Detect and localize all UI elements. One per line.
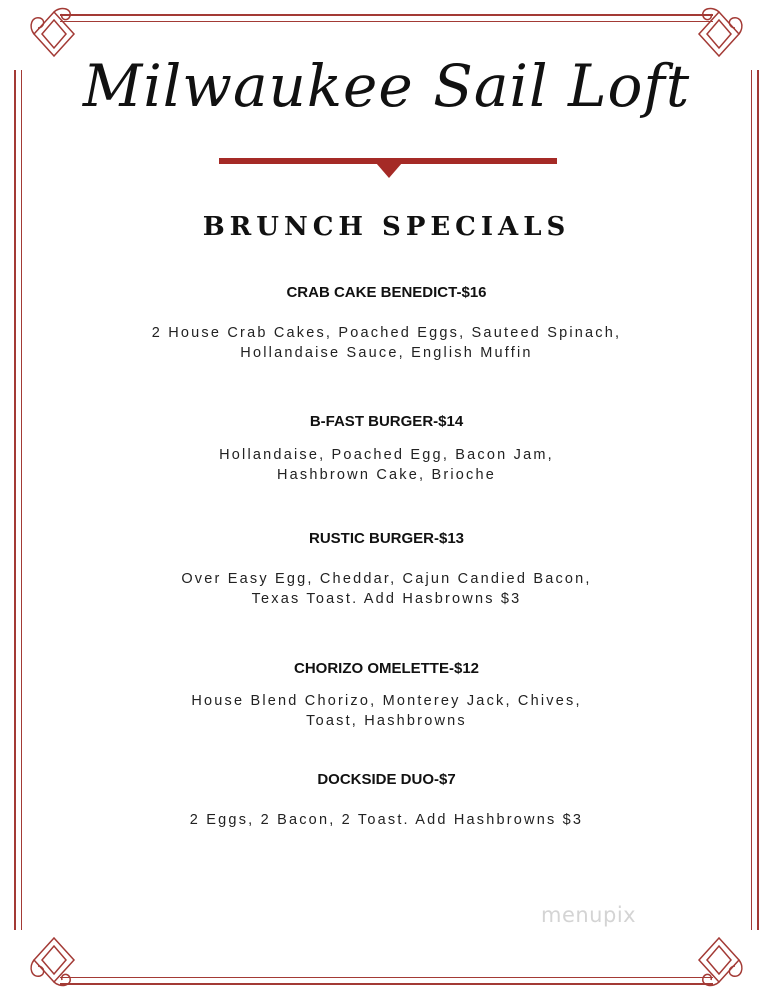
description-line: Over Easy Egg, Cheddar, Cajun Candied Bacon, — [181, 571, 592, 587]
frame-left-outer — [14, 70, 16, 930]
menu-item-description — [0, 323, 773, 363]
menu-item-description — [0, 691, 773, 731]
frame-top-inner — [60, 21, 713, 22]
description-line: 2 Eggs, 2 Bacon, 2 Toast. Add Hashbrowns $3 — [189, 812, 584, 828]
menu-item-name: B-FAST BURGER-$14 — [309, 413, 464, 430]
menu-item-description — [0, 445, 773, 485]
frame-top-outer — [60, 14, 713, 16]
frame-left-inner — [21, 70, 22, 930]
watermark: menupix — [541, 903, 637, 927]
restaurant-title: Milwaukee Sail Loft — [82, 52, 691, 120]
menu-item-name: CRAB CAKE BENEDICT-$16 — [286, 284, 487, 301]
menu-item-description — [0, 569, 773, 609]
description-line: Hashbrown Cake, Brioche — [276, 467, 497, 483]
description-line: Toast, Hashbrowns — [306, 713, 467, 729]
corner-flourish-icon — [691, 932, 747, 988]
frame-right-inner — [751, 70, 752, 930]
description-line: Texas Toast. Add Hasbrowns $3 — [251, 591, 522, 607]
frame-right-outer — [757, 70, 759, 930]
description-line: 2 House Crab Cakes, Poached Eggs, Sauteed Spinach, — [151, 325, 622, 341]
title-divider-notch — [376, 163, 402, 178]
menu-item-description — [0, 810, 773, 830]
corner-flourish-icon — [26, 932, 82, 988]
menu-item-name: CHORIZO OMELETTE-$12 — [293, 660, 480, 677]
menu-item-name: DOCKSIDE DUO-$7 — [317, 771, 456, 788]
section-title: BRUNCH SPECIALS — [202, 212, 571, 242]
frame-bottom-inner — [60, 977, 713, 978]
description-line: Hollandaise Sauce, English Muffin — [240, 345, 533, 361]
description-line: House Blend Chorizo, Monterey Jack, Chives, — [191, 693, 582, 709]
description-line: Hollandaise, Poached Egg, Bacon Jam, — [219, 447, 554, 463]
menu-item-name: RUSTIC BURGER-$13 — [308, 530, 465, 547]
frame-bottom-outer — [60, 983, 713, 985]
